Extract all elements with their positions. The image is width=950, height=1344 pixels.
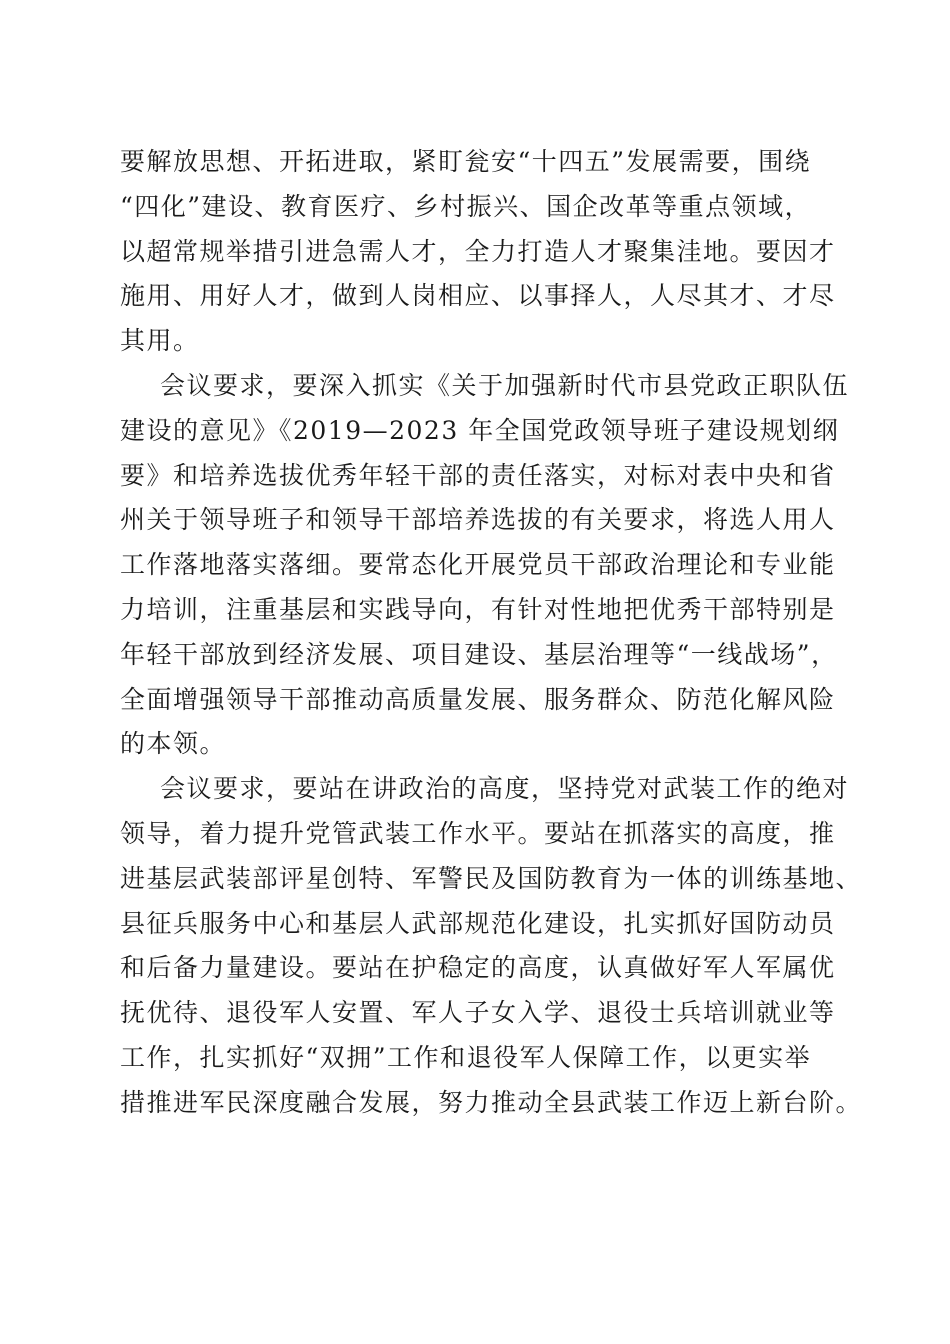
text-line: 措推进军民深度融合发展，努力推动全县武装工作迈上新台阶。 [120,1087,863,1117]
text-line: 抚优待、退役军人安置、军人子女入学、退役士兵培训就业等 [120,998,836,1028]
text-line: 施用、用好人才，做到人岗相应、以事择人，人尽其才、才尽 [120,281,836,311]
text-line: 以超常规举措引进急需人才，全力打造人才聚集洼地。要因才 [120,236,836,266]
text-line: 进基层武装部评星创特、军警民及国防教育为一体的训练基地、 [120,863,863,893]
text-line: “四化”建设、教育医疗、乡村振兴、国企改革等重点领域， [120,191,812,221]
text-line: 年轻干部放到经济发展、项目建设、基层治理等“一线战场”， [120,639,838,669]
text-line: 要》和培养选拔优秀年轻干部的责任落实，对标对表中央和省 [120,460,836,490]
text-line: 全面增强领导干部推动高质量发展、服务群众、防范化解风险 [120,684,836,714]
text-line: 和后备力量建设。要站在护稳定的高度，认真做好军人军属优 [120,953,836,983]
text-line: 工作落地落实落细。要常态化开展党员干部政治理论和专业能 [120,550,836,580]
text-line: 建设的意见》《2019—2023 年全国党政领导班子建设规划纲 [120,415,840,445]
document-body [120,140,863,1126]
text-line: 要解放思想、开拓进取，紧盯瓮安“十四五”发展需要，围绕 [120,147,812,176]
paragraph-3 [120,767,863,1125]
paragraph-1 [120,140,836,364]
text-line: 州关于领导班子和领导干部培养选拔的有关要求，将选人用人 [120,505,836,535]
text-line: 的本领。 [120,729,227,759]
text-line: 会议要求，要深入抓实《关于加强新时代市县党政正职队伍 [160,370,850,400]
text-line: 会议要求，要站在讲政治的高度，坚持党对武装工作的绝对 [160,774,850,804]
text-line: 工作，扎实抓好“双拥”工作和退役军人保障工作，以更实举 [120,1042,812,1072]
text-line: 领导，着力提升党管武装工作水平。要站在抓落实的高度，推 [120,818,836,848]
text-line: 其用。 [120,326,200,356]
paragraph-2 [120,364,850,767]
text-line: 力培训，注重基层和实践导向，有针对性地把优秀干部特别是 [120,594,836,624]
text-line: 县征兵服务中心和基层人武部规范化建设，扎实抓好国防动员 [120,908,836,938]
